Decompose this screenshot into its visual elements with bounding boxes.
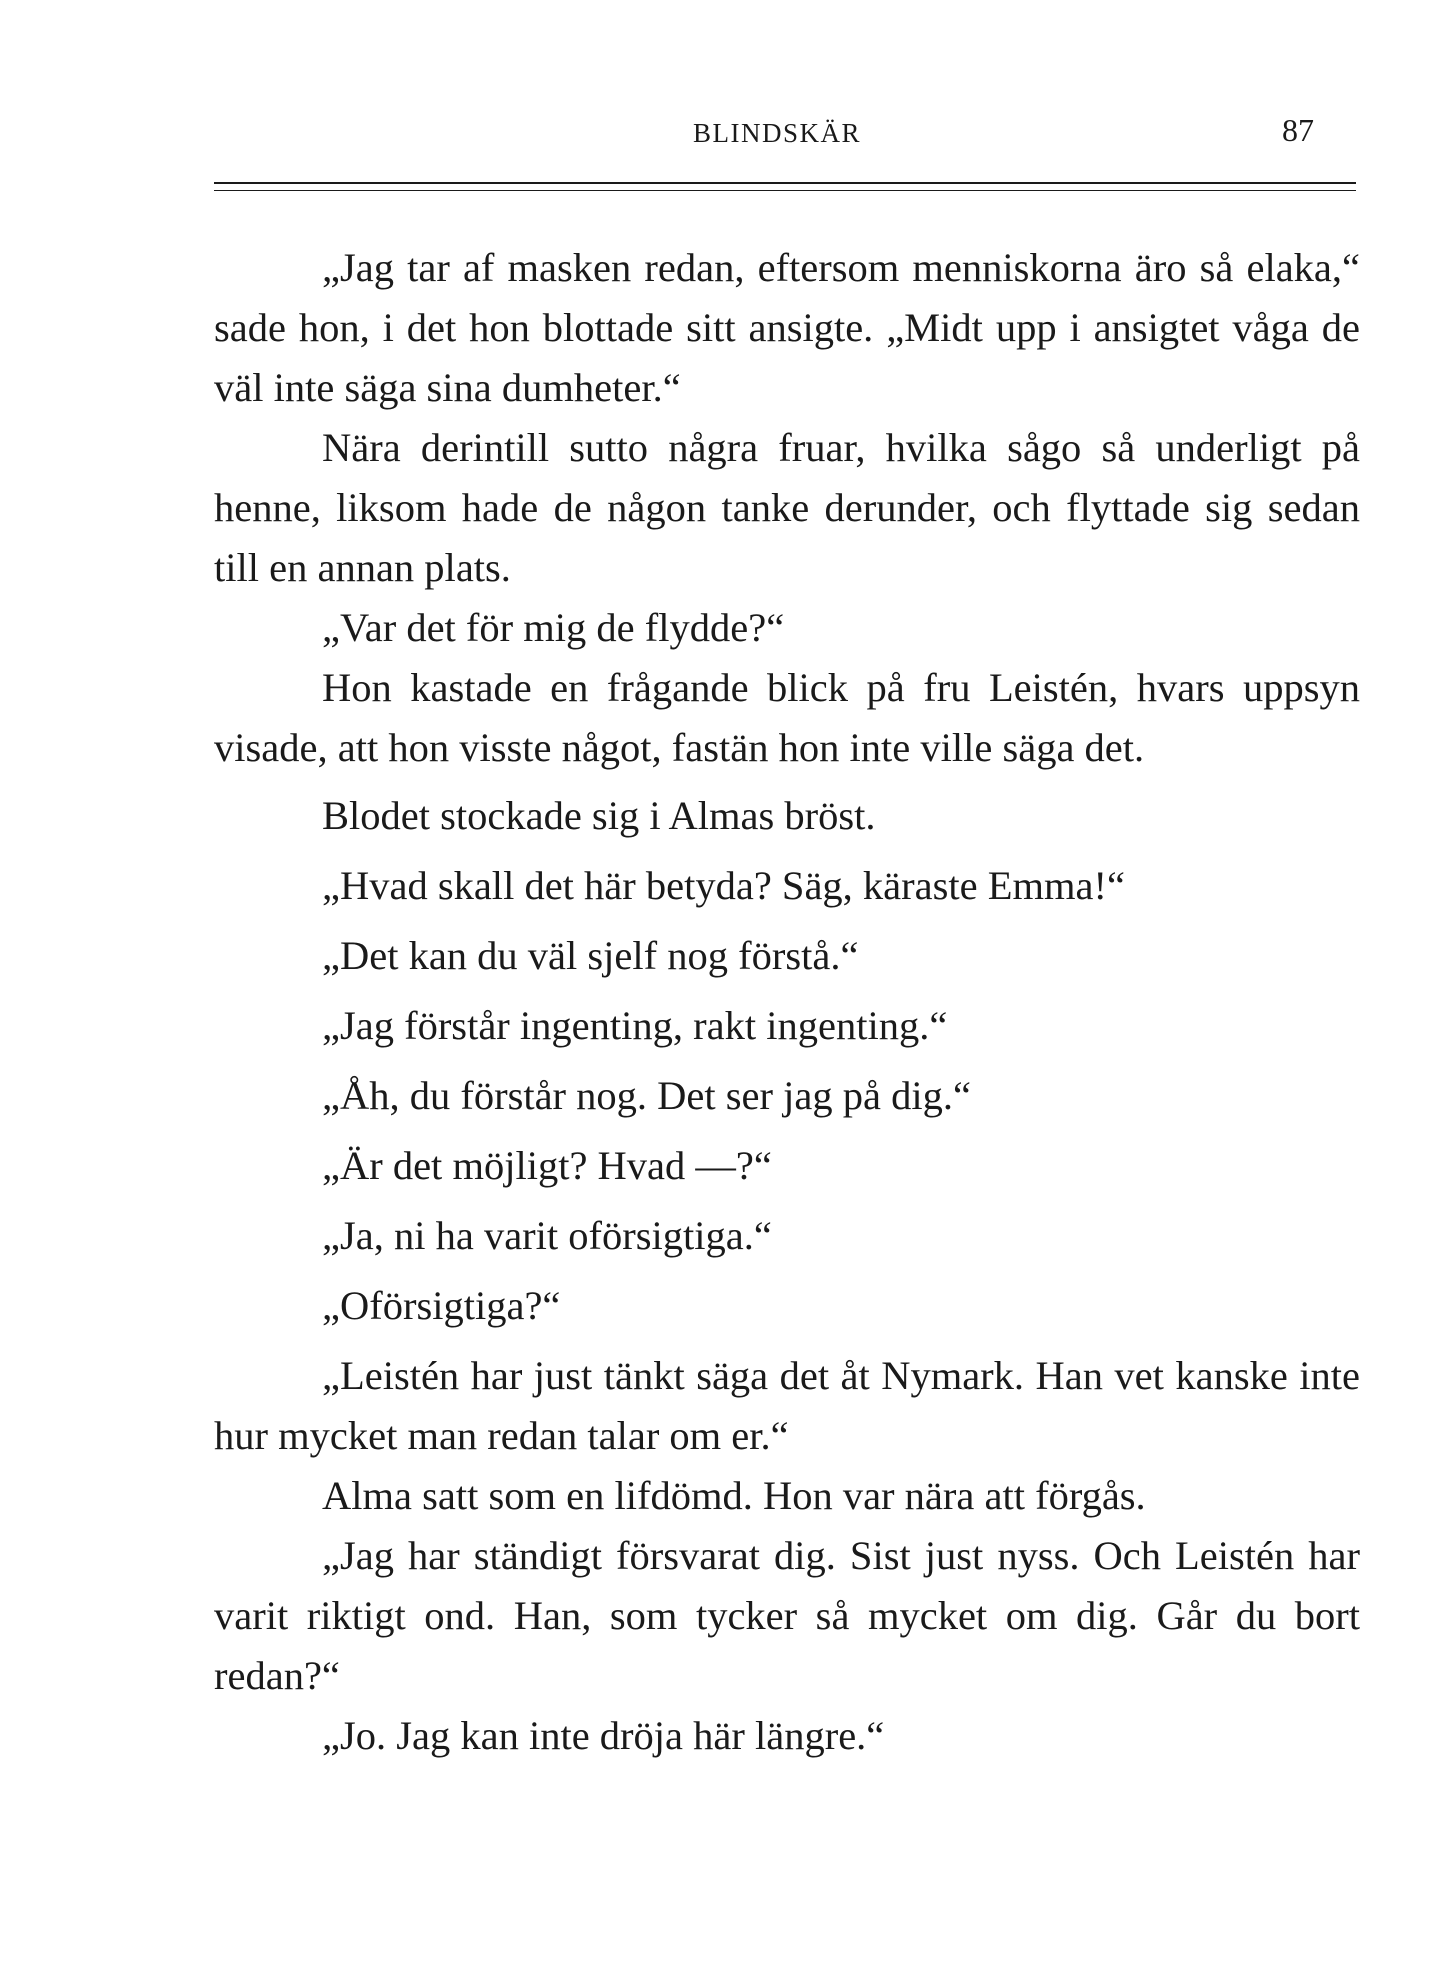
paragraph: „Jag förstår ingenting, rakt ingenting.“ <box>322 1003 948 1048</box>
paragraph: „Jag tar af masken redan, eftersom menniskorna äro så elaka,“ sade hon, i det hon blottade sitt ansigte. „Midt upp i ansigtet våga de väl inte säga sina dumheter.“ <box>214 245 1360 410</box>
paragraph: „Åh, du förstår nog. Det ser jag på dig.“ <box>322 1073 971 1118</box>
paragraph: „Det kan du väl sjelf nog förstå.“ <box>322 933 859 978</box>
body-text <box>214 238 1360 1766</box>
paragraph: „Var det för mig de flydde?“ <box>322 605 785 650</box>
paragraph: „Leistén har just tänkt säga det åt Nymark. Han vet kanske inte hur mycket man redan talar om er.“ <box>214 1353 1360 1458</box>
paragraph: „Jo. Jag kan inte dröja här längre.“ <box>322 1713 885 1758</box>
header-rule-bottom <box>214 190 1356 191</box>
paragraph: „Ja, ni ha varit oförsigtiga.“ <box>322 1213 772 1258</box>
paragraph: „Är det möjligt? Hvad —?“ <box>322 1143 772 1188</box>
paragraph: Hon kastade en frågande blick på fru Leistén, hvars uppsyn visade, att hon visste något, fastän hon inte ville säga det. <box>214 665 1360 770</box>
paragraph: Nära derintill sutto några fruar, hvilka sågo så underligt på henne, liksom hade de någon tanke derunder, och flyttade sig sedan till en annan plats. <box>214 425 1360 590</box>
header-rule-top <box>214 182 1356 184</box>
paragraph: „Oförsigtiga?“ <box>322 1283 561 1328</box>
running-head <box>0 112 1441 162</box>
paragraph: „Jag har ständigt försvarat dig. Sist just nyss. Och Leistén har varit riktigt ond. Han, som tycker så mycket om dig. Går du bort redan?“ <box>214 1533 1360 1698</box>
running-title: BLINDSKÄR <box>693 118 862 148</box>
paragraph: Alma satt som en lifdömd. Hon var nära att förgås. <box>322 1473 1146 1518</box>
paragraph: „Hvad skall det här betyda? Säg, käraste Emma!“ <box>322 863 1125 908</box>
page-number: 87 <box>1282 112 1314 148</box>
paragraph: Blodet stockade sig i Almas bröst. <box>322 793 876 838</box>
